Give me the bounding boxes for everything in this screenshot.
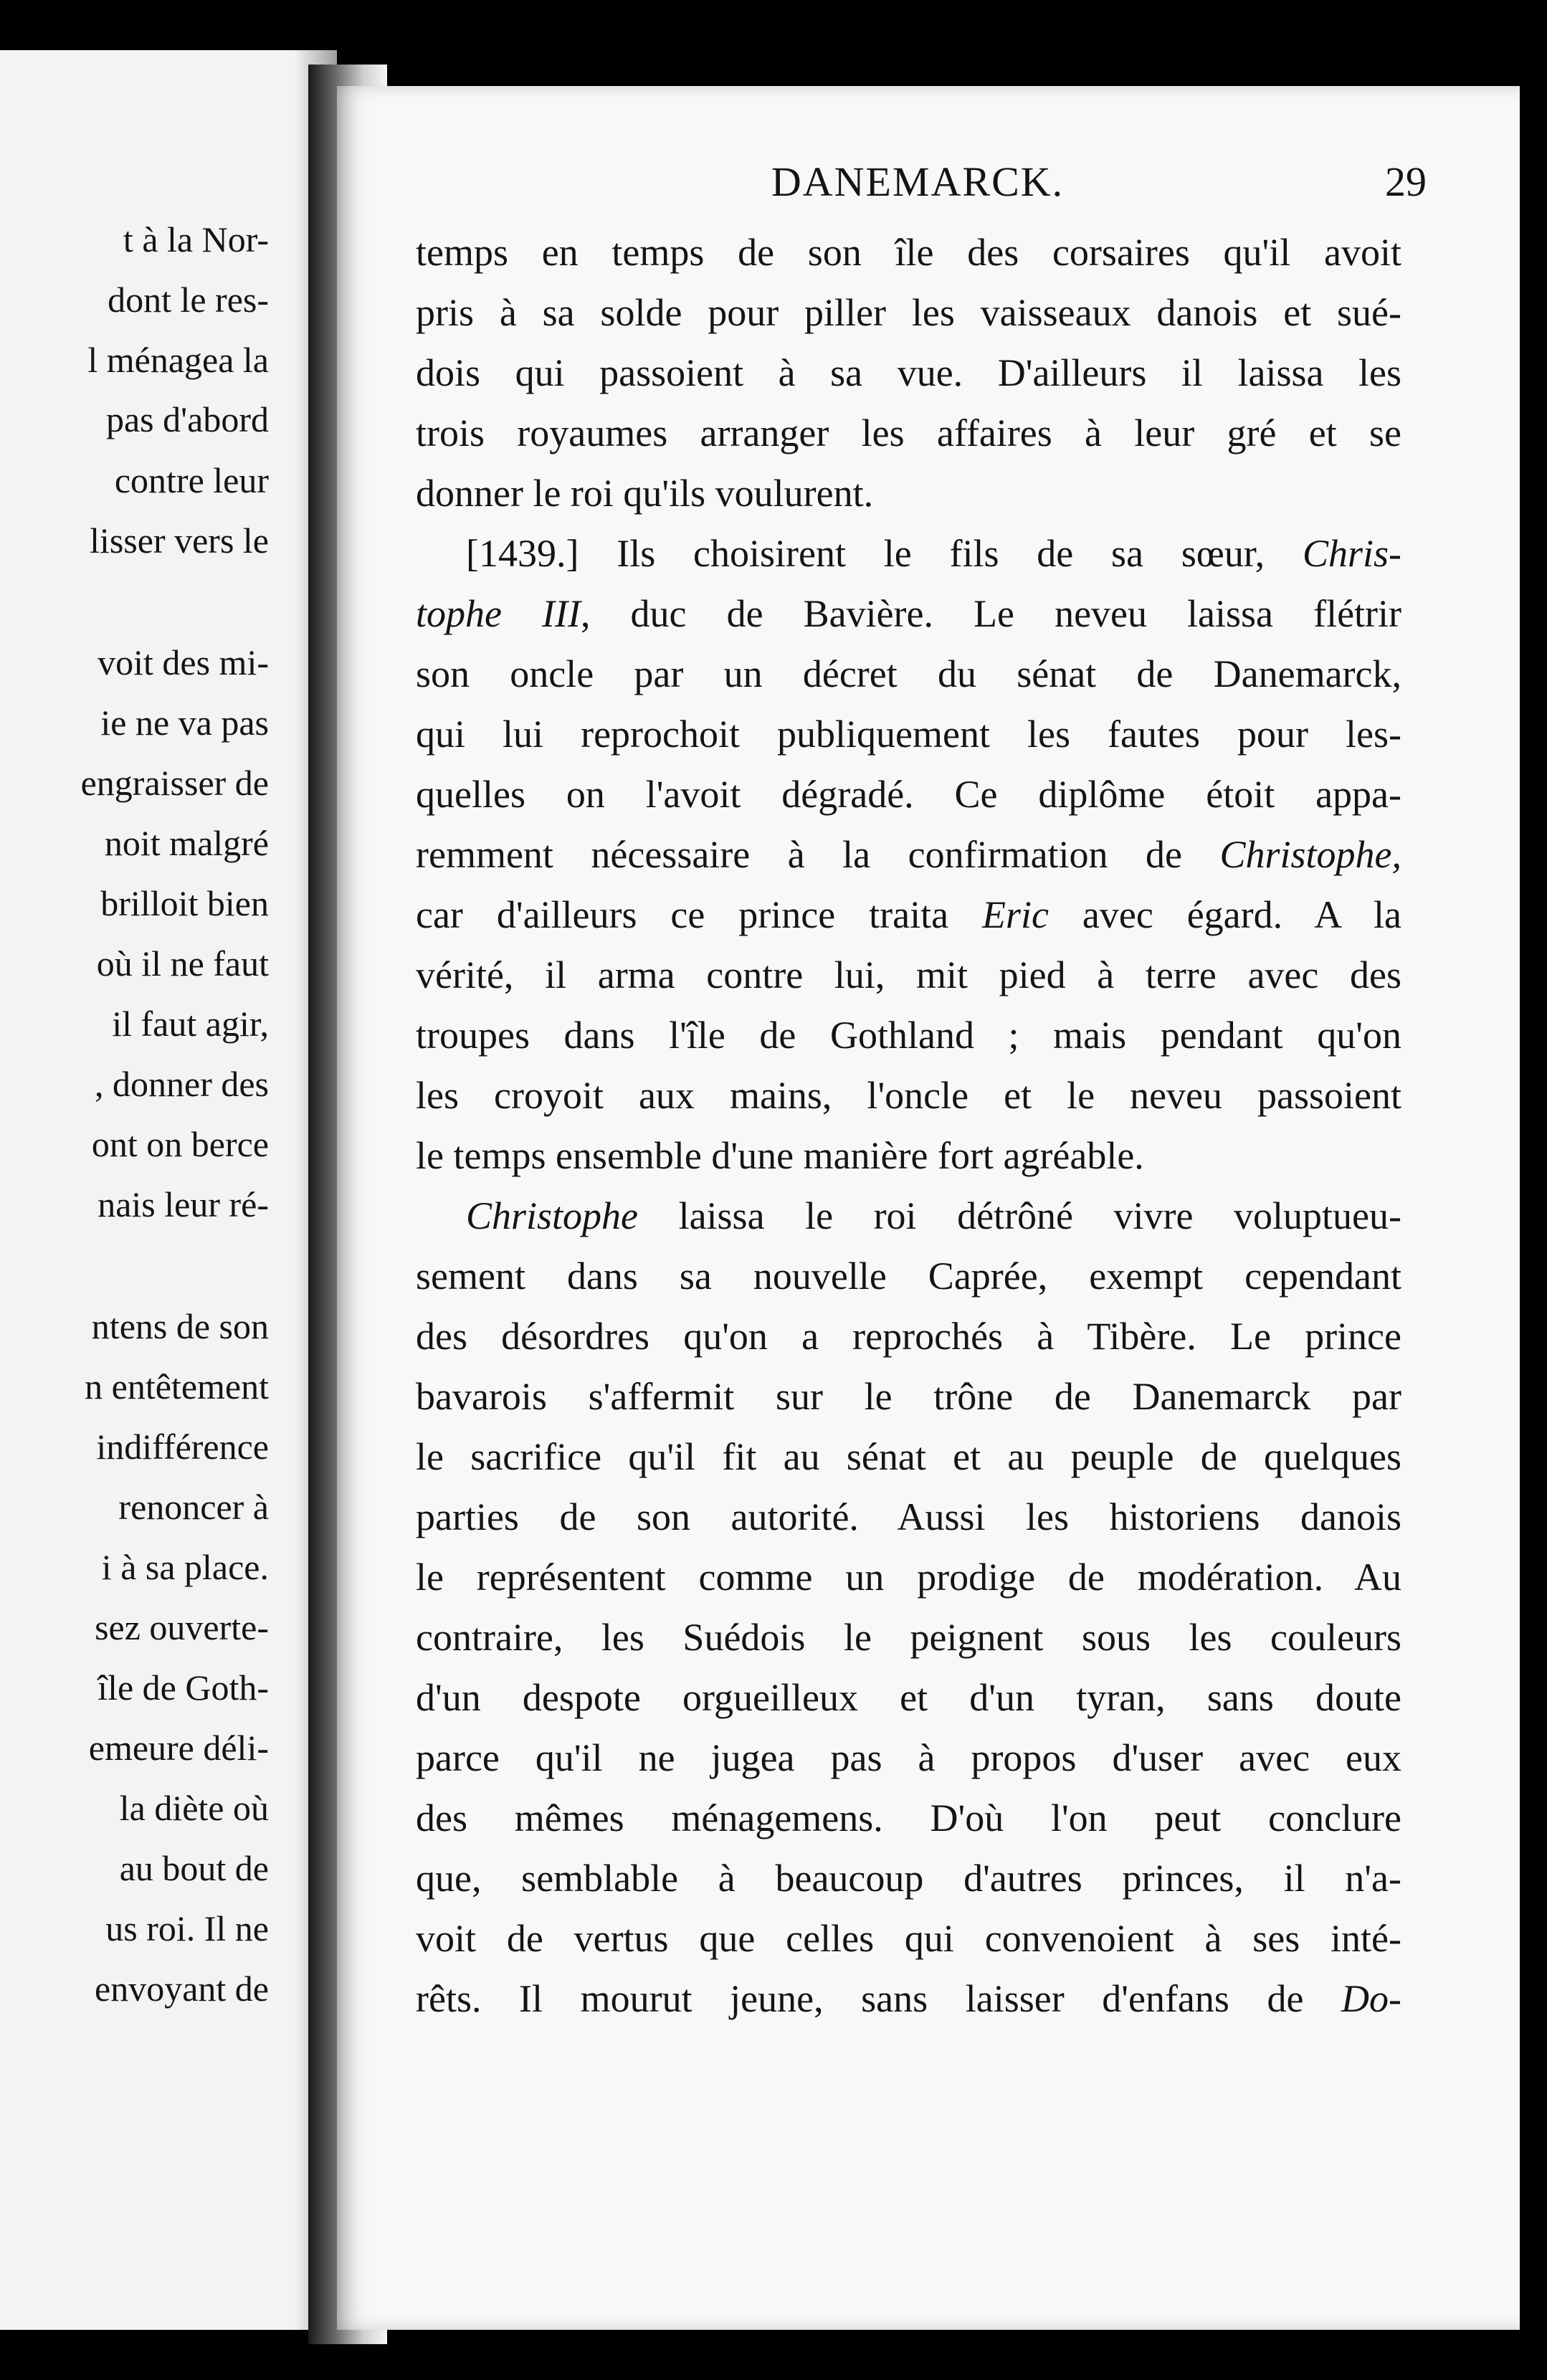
text-line: le représentent comme un prodige de modération. Au [416,1556,1401,1599]
text-line: voit de vertus que celles qui convenoient à ses inté- [416,1917,1401,1960]
text-segment: laissa le roi détrôné vivre voluptueu- [638,1194,1401,1237]
text-line: les croyoit aux mains, l'oncle et le neveu passoient [416,1074,1401,1117]
text-line [416,1969,1401,2029]
italic-name: Chris- [1302,532,1401,575]
left-page-line: sez ouverte- [95,1607,269,1647]
italic-name: Christophe, [1219,833,1401,876]
text-line: troupes dans l'île de Gothland ; mais pendant qu'on [416,1014,1401,1057]
italic-name: Eric [981,893,1049,936]
left-page-line: pas d'abord [105,399,269,439]
text-line: quelles on l'avoit dégradé. Ce diplôme étoit appa- [416,773,1401,816]
left-page-line: nais leur ré- [97,1184,269,1224]
left-page-line: noit malgré [104,823,269,863]
text-line: d'un despote orgueilleux et d'un tyran, sans doute [416,1676,1401,1719]
left-page-line: la diète où [119,1788,269,1828]
left-page-line: indifférence [96,1427,269,1467]
text-line: le temps ensemble d'une manière fort agréable. [416,1134,1144,1177]
text-line: trois royaumes arranger les affaires à leur gré et se [416,411,1401,454]
text-line [416,523,1401,584]
left-page-line: i à sa place. [101,1547,269,1587]
text-line: temps en temps de son île des corsaires qu'il avoit [416,231,1401,274]
text-segment: car d'ailleurs ce prince traita [416,893,982,936]
left-page-line: emeure déli- [88,1728,269,1768]
text-line: pris à sa solde pour piller les vaisseaux danois et sué- [416,291,1401,334]
left-page-line: où il ne faut [96,943,269,984]
left-page-line: us roi. Il ne [105,1908,269,1948]
text-line: qui lui reprochoit publiquement les fautes pour les- [416,713,1401,756]
text-line: son oncle par un décret du sénat de Danemarck, [416,652,1401,695]
text-line: donner le roi qu'ils voulurent. [416,472,874,515]
left-page-line: dont le res- [108,280,269,320]
left-page-line: ie ne va pas [100,703,269,743]
left-page-line: n entêtement [85,1366,269,1406]
left-page-line: île de Goth- [97,1667,269,1708]
left-page-line: , donner des [95,1064,269,1104]
left-facing-page [0,50,337,2330]
text-line: des désordres qu'on a reprochés à Tibère. Le prince [416,1315,1401,1358]
left-page-line: voit des mi- [97,642,269,682]
body-text [416,222,1401,2029]
text-segment: rêts. Il mourut jeune, sans laisser d'enfans de [416,1977,1342,2020]
left-page-line: l ménagea la [87,340,269,380]
left-page-line: brilloit bien [100,883,269,923]
text-line [416,1186,1401,1246]
italic-name: tophe III [416,592,581,635]
left-page-line: contre leur [114,460,269,500]
page-header [409,158,1427,222]
text-line: bavarois s'affermit sur le trône de Danemarck par [416,1375,1401,1418]
left-page-line: t à la Nor- [123,219,269,260]
text-line: contraire, les Suédois le peignent sous les couleurs [416,1616,1401,1659]
left-page-line: envoyant de [95,1969,269,2009]
italic-name: Do- [1341,1977,1401,2020]
text-line: vérité, il arma contre lui, mit pied à terre avec des [416,953,1401,996]
left-page-line: ont on berce [91,1124,269,1164]
text-segment: , duc de Bavière. Le neveu laissa flétrir [580,592,1401,635]
text-segment: [1439.] Ils choisirent le fils de sa sœur, [466,532,1303,575]
left-page-line: il faut agir, [112,1004,269,1044]
text-line [416,885,1401,945]
page-number: 29 [1385,158,1427,205]
text-line: parce qu'il ne jugea pas à propos d'user avec eux [416,1736,1401,1779]
text-segment: avec égard. A la [1048,893,1401,936]
text-line: parties de son autorité. Aussi les historiens danois [416,1495,1401,1538]
text-line [416,584,1401,644]
left-page-line: lisser vers le [90,520,269,561]
left-page-line: engraisser de [80,763,269,803]
left-page-line: renoncer à [118,1487,269,1527]
text-line: dois qui passoient à sa vue. D'ailleurs il laissa les [416,351,1401,394]
text-line [416,824,1401,885]
text-line: le sacrifice qu'il fit au sénat et au peuple de quelques [416,1435,1401,1478]
left-page-line: ntens de son [91,1306,269,1346]
running-head: DANEMARCK. [771,158,1065,205]
italic-name: Christophe [466,1194,639,1237]
left-page-line: au bout de [119,1848,269,1888]
text-line: que, semblable à beaucoup d'autres princes, il n'a- [416,1857,1401,1900]
text-line: des mêmes ménagemens. D'où l'on peut conclure [416,1796,1401,1839]
text-line: sement dans sa nouvelle Caprée, exempt cependant [416,1255,1401,1298]
text-segment: remment nécessaire à la confirmation de [416,833,1220,876]
